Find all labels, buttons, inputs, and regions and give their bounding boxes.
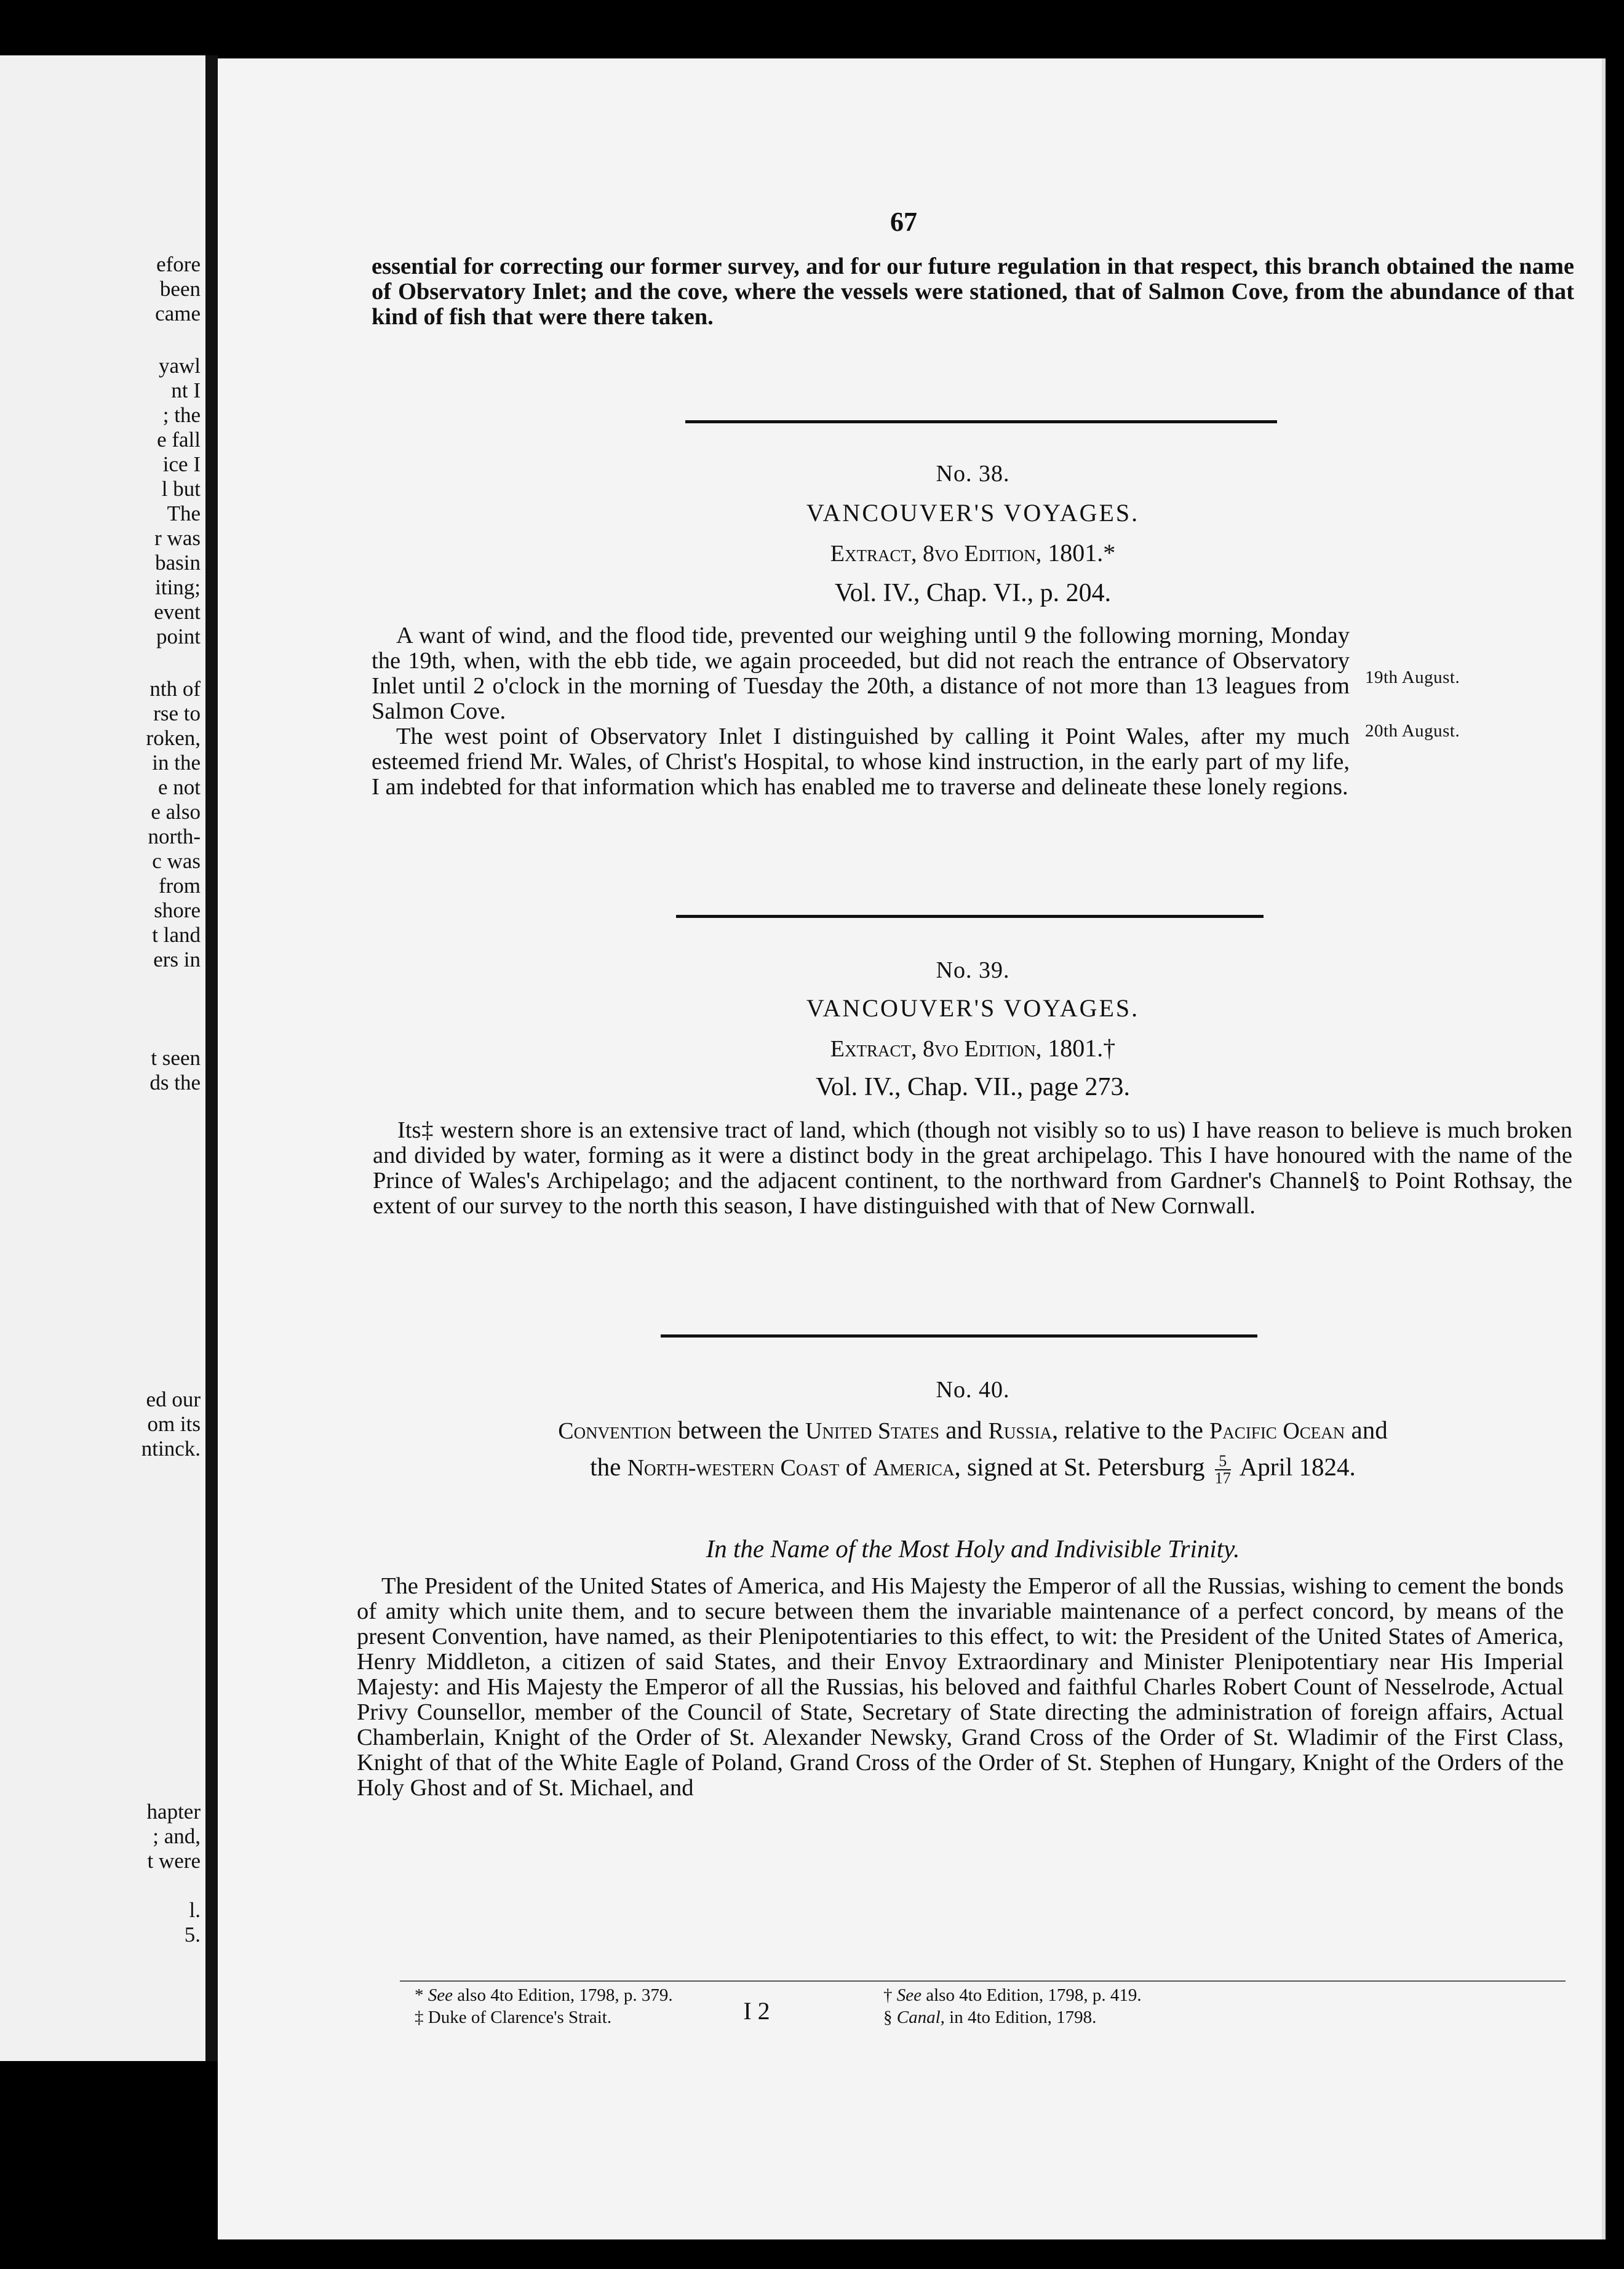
footnote-4: § Canal, in 4to Edition, 1798.	[883, 2008, 1097, 2027]
facing-page-line-fragment: came	[155, 301, 201, 325]
section-39-volume: Vol. IV., Chap. VII., page 273.	[816, 1073, 1130, 1101]
facing-page-line-fragment: e not	[157, 775, 201, 799]
page-gutter	[205, 55, 218, 2061]
convention-heading	[372, 1414, 1574, 1486]
facing-page-line-fragment: ; the	[162, 403, 201, 427]
extract-label: Extract, 8vo Edition,	[830, 1036, 1042, 1062]
facing-page-line-fragment: e also	[151, 800, 201, 824]
facing-page-line-fragment: t land	[152, 923, 201, 947]
facing-page-line-fragment: 5.	[184, 1923, 201, 1947]
facing-page-line-fragment: t seen	[151, 1046, 201, 1070]
facing-page-line-fragment: basin	[155, 551, 201, 575]
facing-page-line-fragment: been	[159, 277, 201, 301]
footnote-2: ‡ Duke of Clarence's Strait.	[415, 2008, 612, 2027]
facing-page-line-fragment: t were	[147, 1849, 201, 1873]
opening-paragraph: essential for correcting our former survey, and for our future regulation in that respect, this branch obtained the name of Observatory Inlet; and the cove, where the vessels were stationed, that of Salmon Cove, from the abundance of that kind of fish that were there taken.	[372, 253, 1574, 330]
facing-page-line-fragment: l but	[161, 477, 201, 501]
facing-page-line-fragment: in the	[152, 751, 201, 775]
section-39-body: Its‡ western shore is an extensive tract of land, which (though not visibly so to us) I have reason to believe is much broken and divided by water, forming as it were a distinct body in the great archipelago. This I have honoured with the name of the Prince of Wales's Archipelago; and the adjacent continent, to the northward from Gardner's Channel§ to Point Rothsay, the extent of our survey to the north this season, I have distinguished with that of New Cornwall.	[373, 1117, 1572, 1219]
facing-page-line-fragment: r was	[154, 526, 201, 550]
section-divider	[661, 1334, 1257, 1338]
document-page	[218, 58, 1602, 2239]
convention-heading-line-2: the North-western Coast of America, signed at St. Petersburg $\frac{5}{17}$ April 1824.	[590, 1451, 1356, 1487]
facing-page-line-fragment: c was	[152, 849, 201, 873]
margin-note-19th-august: 19th August.	[1365, 668, 1460, 687]
facing-page-line-fragment: ntinck.	[141, 1437, 201, 1461]
section-38-title: VANCOUVER'S VOYAGES.	[806, 499, 1140, 527]
facing-page-line-fragment: ers in	[153, 947, 201, 971]
section-40-body: The President of the United States of America, and His Majesty the Emperor of all the Russias, wishing to cement the bonds of amity which unite them, and to secure between them the invariable maintenance of a perfect concord, by means of the present Convention, have named, as their Plenipotentiaries to this effect, to wit: the President of the United States of America, Henry Middleton, a citizen of said States, and their Envoy Extraordinary and Minister Plenipotentiary near His Imperial Majesty: and His Majesty the Emperor of all the Russias, his beloved and faithful Charles Robert Count of Nesselrode, Actual Privy Counsellor, member of the Council of State, Secretary of State directing the administration of foreign affairs, Actual Chamberlain, Knight of the Order of St. Alexander Newsky, Grand Cross of the Order of St. Wladimir of the First Class, Knight of that of the White Eagle of Poland, Grand Cross of the Order of St. Stephen of Hungary, Knight of the Orders of the Holy Ghost and of St. Michael, and	[357, 1573, 1564, 1801]
convention-heading-line-1: Convention between the United States and Russia, relative to the Pacific Ocean and	[558, 1416, 1388, 1444]
extract-label: Extract, 8vo Edition,	[830, 541, 1042, 567]
facing-page-line-fragment: nth of	[149, 677, 201, 701]
facing-page-line-fragment: shore	[154, 898, 201, 922]
facing-page-line-fragment: north-	[148, 824, 201, 848]
facing-page-line-fragment: ice I	[162, 452, 201, 476]
invocation: In the Name of the Most Holy and Indivisible Trinity.	[706, 1534, 1240, 1563]
section-39-extract	[372, 1034, 1574, 1063]
section-38-extract	[372, 538, 1574, 567]
section-39-number: No. 39.	[936, 957, 1010, 983]
section-40-number: No. 40.	[936, 1377, 1010, 1403]
section-divider	[676, 915, 1264, 918]
extract-year: 1801.†	[1048, 1034, 1116, 1062]
footnote-1: * See also 4to Edition, 1798, p. 379.	[415, 1985, 673, 2005]
extract-year: 1801.*	[1048, 539, 1116, 567]
facing-page-line-fragment: nt I	[171, 378, 201, 402]
facing-page-line-fragment: from	[158, 874, 201, 898]
facing-page-line-fragment: ; and,	[153, 1824, 201, 1848]
facing-page-line-fragment: point	[156, 624, 201, 648]
facing-page-line-fragment: e fall	[157, 428, 201, 452]
facing-page-line-fragment: ed our	[146, 1387, 201, 1411]
footnote-rule	[400, 1980, 1566, 1982]
section-38-volume: Vol. IV., Chap. VI., p. 204.	[834, 579, 1112, 607]
facing-page-line-fragment: The	[167, 501, 201, 525]
facing-page-line-fragment: iting;	[155, 575, 201, 599]
footnote-3: † See also 4to Edition, 1798, p. 419.	[883, 1985, 1142, 2005]
page-number: 67	[890, 207, 917, 237]
facing-page-line-fragment: ds the	[149, 1071, 201, 1095]
facing-page-line-fragment: hapter	[146, 1800, 201, 1824]
margin-note-20th-august: 20th August.	[1365, 721, 1460, 741]
facing-page-line-fragment: l.	[189, 1898, 201, 1922]
signature-mark: I 2	[743, 1997, 770, 2025]
facing-page	[0, 55, 205, 2061]
facing-page-line-fragment: rse to	[153, 701, 201, 725]
facing-page-line-fragment: roken,	[146, 726, 201, 750]
facing-page-line-fragment: event	[154, 600, 201, 624]
facing-page-line-fragment: om its	[147, 1412, 201, 1436]
section-39-title: VANCOUVER'S VOYAGES.	[806, 994, 1140, 1022]
facing-page-line-fragment: efore	[156, 252, 201, 276]
section-38-number: No. 38.	[936, 461, 1010, 487]
facing-page-line-fragment: yawl	[158, 354, 201, 378]
page-edge	[1602, 58, 1606, 2239]
section-divider	[685, 420, 1277, 423]
section-38-body: A want of wind, and the flood tide, prevented our weighing until 9 the following morning, Monday the 19th, when, with the ebb tide, we again proceeded, but did not reach the entrance of Observatory Inlet until 2 o'clock in the morning of Tuesday the 20th, a distance of not more than 13 leagues from Salmon Cove. The west point of Observatory Inlet I distinguished by calling it Point Wales, after my much esteemed friend Mr. Wales, of Christ's Hospital, to whose kind instruction, in the early part of my life, I am indebted for that information which has enabled me to traverse and delineate these lonely regions.	[372, 623, 1350, 800]
date-fraction: $\frac{5}{17}$	[1214, 1451, 1231, 1487]
